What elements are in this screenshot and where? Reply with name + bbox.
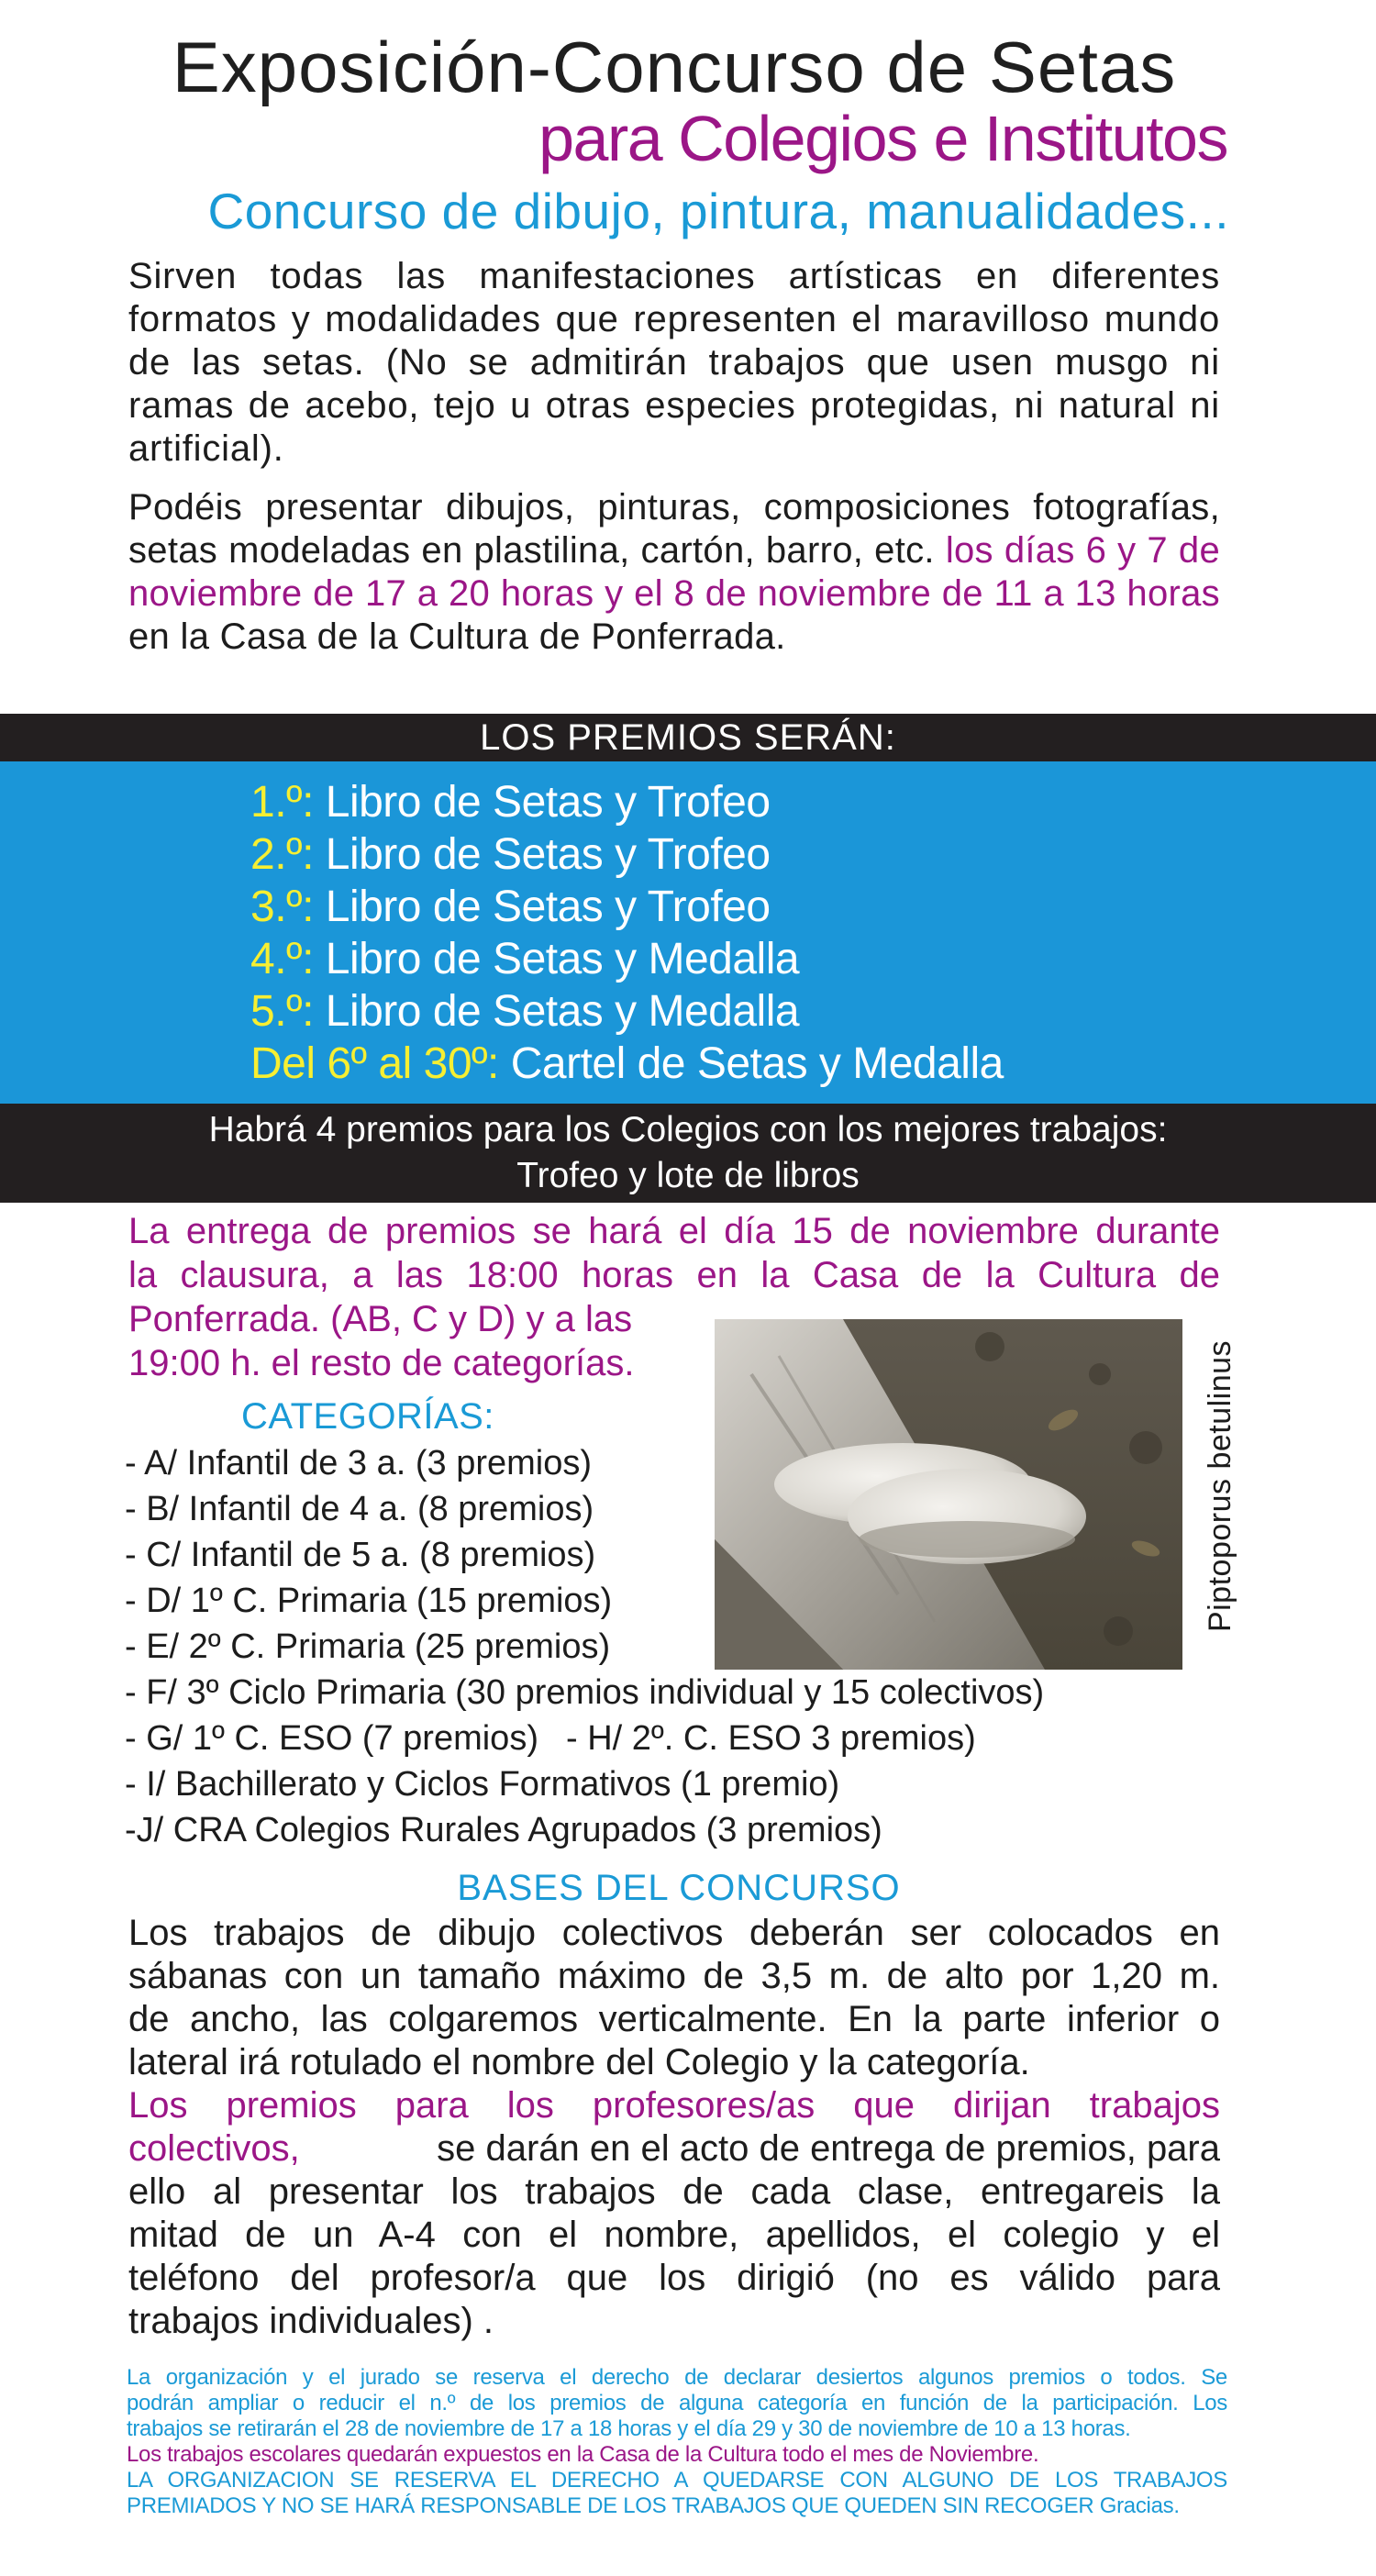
list-item: - F/ 3º Ciclo Primaria (30 premios individual y 15 colectivos) (125, 1673, 1045, 1712)
prize-item (250, 776, 771, 828)
note-line: PREMIADOS Y NO SE HARÁ RESPONSABLE DE LOS TRABAJOS QUE QUEDEN SIN RECOGER Gracias. (127, 2493, 1180, 2518)
intro-paragraph-1: Sirven todas las manifestaciones artísticas en diferentes formatos y modalidades que representen el maravilloso mundo de las setas. (No se admitirán trabajos que usen musgo ni ramas de acebo, tejo u otras especies protegidas, ni natural ni artificial). (128, 256, 1220, 469)
prize-description: Libro de Setas y Trofeo (325, 883, 771, 931)
list-item: - E/ 2º C. Primaria (25 premios) (125, 1627, 611, 1666)
prize-description: Cartel de Setas y Medalla (510, 1039, 1004, 1088)
note-line: LA ORGANIZACION SE RESERVA EL DERECHO A QUEDARSE CON ALGUNO DE LOS TRABAJOS (127, 2468, 1227, 2493)
prize-item (250, 881, 771, 933)
bases-line: trabajos individuales) . (128, 2301, 494, 2341)
list-item: - B/ Infantil de 4 a. (8 premios) (125, 1490, 594, 1528)
bases-line: de ancho, las colgaremos verticalmente. En la parte inferior o (128, 1999, 1220, 2039)
prize-description: Libro de Setas y Trofeo (325, 778, 771, 827)
award-line: Ponferrada. (AB, C y D) y a las (128, 1299, 633, 1339)
categories-list (125, 1440, 1226, 1853)
note-line: trabajos se retirarán el 28 de noviembre de 17 a 18 horas y el día 29 y 30 de noviembre de 10 a 13 horas. (127, 2416, 1131, 2441)
prize-rank: 4.º: (250, 935, 314, 983)
prize-description: Libro de Setas y Medalla (325, 987, 800, 1036)
list-item: - C/ Infantil de 5 a. (8 premios) (125, 1536, 596, 1574)
prize-item (250, 933, 799, 985)
schools-prize-banner (0, 1104, 1376, 1203)
note-line: podrán ampliar o reducir el n.º de los premios de alguna categoría en función de la participación. Los (127, 2391, 1227, 2415)
list-item: - H/ 2º. C. ESO 3 premios) (565, 1719, 976, 1758)
intro-paragraph-2 (128, 486, 1220, 659)
photo-caption: Piptoporus betulinus (1203, 1339, 1237, 1633)
prize-rank: Del 6º al 30º: (250, 1039, 499, 1088)
note-line: Los trabajos escolares quedarán expuestos en la Casa de la Cultura todo el mes de Noviembre. (127, 2442, 1039, 2467)
list-item-pair (125, 1715, 1226, 1761)
schools-prize-line-2: Trofeo y lote de libros (516, 1156, 860, 1195)
award-line: la clausura, a las 18:00 horas en la Casa de la Cultura de (128, 1255, 1220, 1295)
bases-line: lateral irá rotulado el nombre del Colegio y la categoría. (128, 2042, 1030, 2082)
list-item: - I/ Bachillerato y Ciclos Formativos (1 premio) (125, 1765, 840, 1804)
bases-line-rest: se darán en el acto de entrega de premios, para (437, 2128, 1220, 2169)
prizes-heading: LOS PREMIOS SERÁN: (0, 714, 1376, 761)
intro-dates: los días 6 y 7 de noviembre de 17 a 20 horas y el 8 de noviembre de 11 a 13 horas (128, 530, 1221, 614)
list-item: -J/ CRA Colegios Rurales Agrupados (3 premios) (125, 1811, 882, 1849)
intro-paragraph-2-end: en la Casa de la Cultura de Ponferrada. (128, 616, 786, 657)
prize-description: Libro de Setas y Trofeo (325, 830, 771, 879)
bases-line: Los premios para los profesores/as que dirijan trabajos (128, 2085, 1220, 2126)
award-line: La entrega de premios se hará el día 15 de noviembre durante (128, 1211, 1220, 1251)
prize-rank: 1.º: (250, 778, 314, 827)
bases-line: sábanas con un tamaño máximo de 3,5 m. de alto por 1,20 m. (128, 1956, 1220, 1996)
prize-item (250, 1038, 1004, 1090)
footnotes (127, 2365, 1227, 2519)
prize-item (250, 985, 799, 1038)
poster-subtitle: Concurso de dibujo, pintura, manualidades... (207, 183, 1229, 239)
schools-prize-line-1: Habrá 4 premios para los Colegios con los mejores trabajos: (208, 1110, 1168, 1149)
prize-description: Libro de Setas y Medalla (325, 935, 800, 983)
award-line: 19:00 h. el resto de categorías. (128, 1343, 635, 1383)
bases-line: mitad de un A-4 con el nombre, apellidos, el colegio y el (128, 2215, 1220, 2255)
bases-line: ello al presentar los trabajos de cada clase, entregareis la (128, 2171, 1220, 2212)
poster-title-line2: para Colegios e Institutos (538, 103, 1227, 174)
poster-title: Exposición-Concurso de Setas (172, 27, 1177, 107)
bases-line (128, 2127, 1220, 2171)
note-line: La organización y el jurado se reserva el derecho de declarar desiertos algunos premios o todos. Se (127, 2365, 1227, 2390)
list-item: - D/ 1º C. Primaria (15 premios) (125, 1582, 613, 1620)
intro-paragraph-2-start: Podéis presentar dibujos, pinturas, composiciones fotografías, setas modeladas en plastilina, cartón, barro, etc. (128, 487, 1220, 571)
bases-line: Los trabajos de dibujo colectivos deberán ser colocados en (128, 1913, 1220, 1953)
categories-title: CATEGORÍAS: (241, 1396, 494, 1437)
bases-title: BASES DEL CONCURSO (457, 1868, 901, 1908)
list-item: - G/ 1º C. ESO (7 premios) (125, 1719, 538, 1758)
list-item: - A/ Infantil de 3 a. (3 premios) (125, 1444, 593, 1482)
bases-line: teléfono del profesor/a que los dirigió (no es válido para (128, 2258, 1220, 2298)
prize-rank: 5.º: (250, 987, 314, 1036)
bases-text (128, 1912, 1220, 2343)
prize-rank: 3.º: (250, 883, 314, 931)
bases-line-highlight: colectivos, (128, 2128, 300, 2169)
prize-rank: 2.º: (250, 830, 314, 879)
prize-item (250, 828, 771, 881)
